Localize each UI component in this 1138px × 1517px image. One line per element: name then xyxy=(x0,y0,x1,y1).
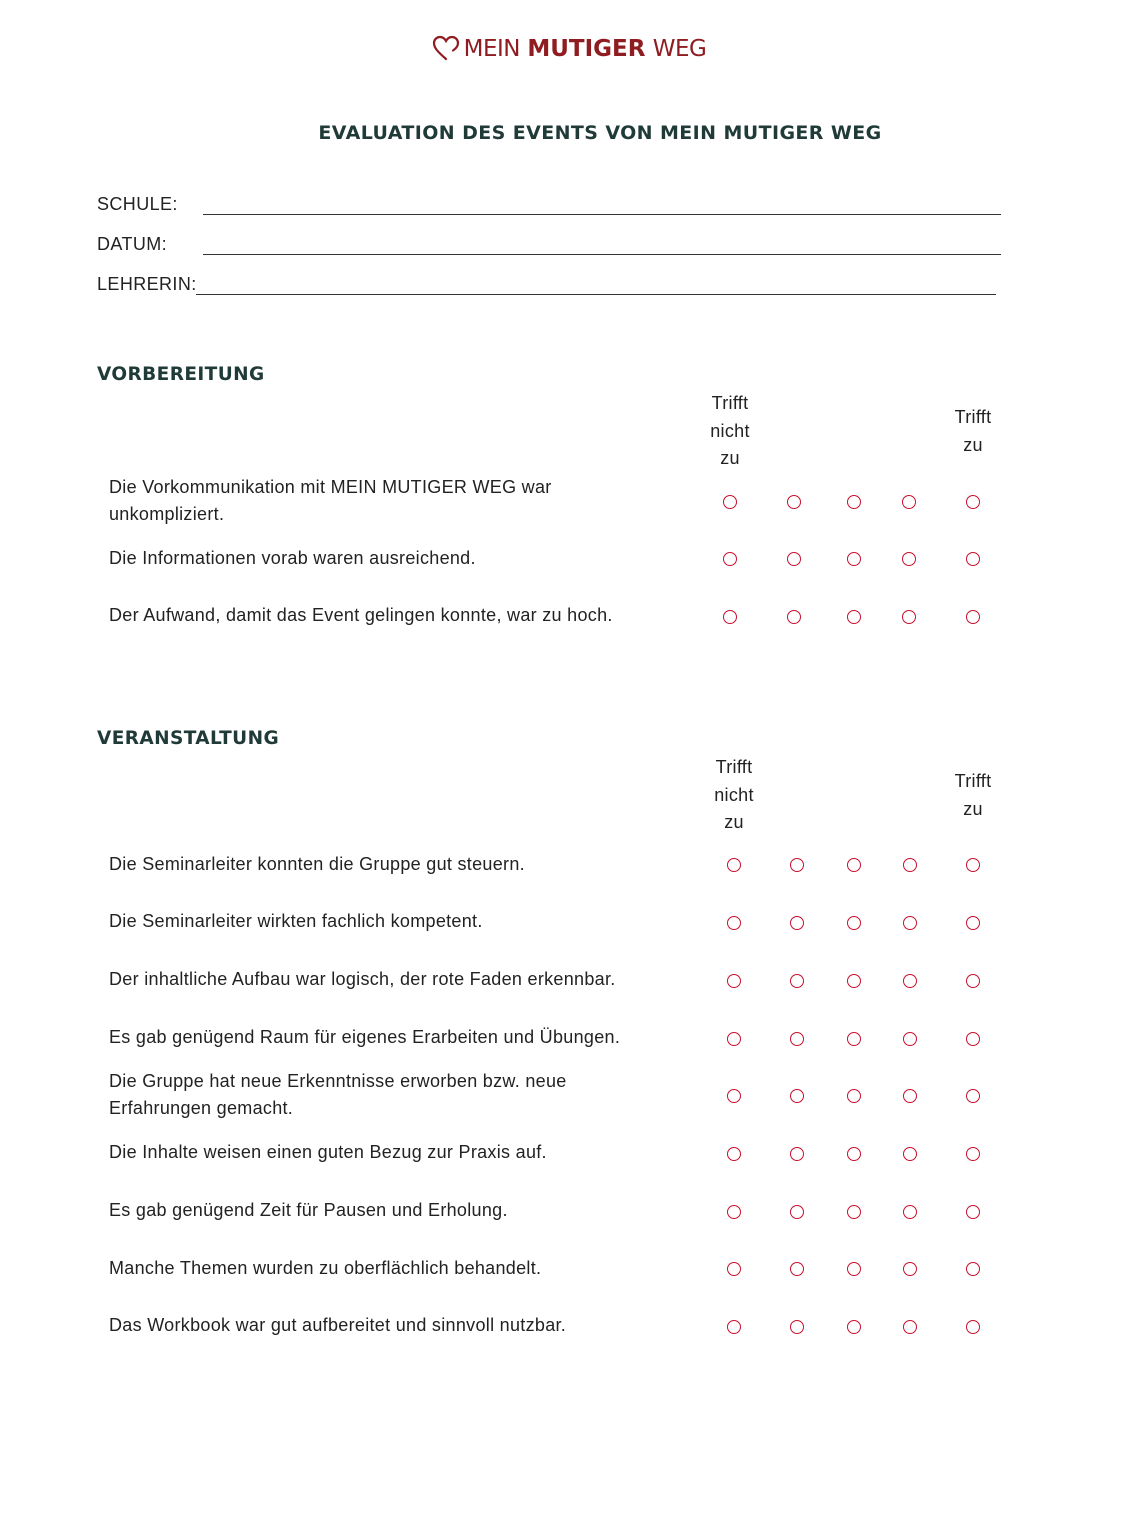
rating-radio[interactable] xyxy=(903,1205,917,1219)
scale-label-high xyxy=(943,404,1003,459)
rating-radio[interactable] xyxy=(727,1320,741,1334)
rating-radio[interactable] xyxy=(723,610,737,624)
scale-label-high xyxy=(943,768,1003,823)
question-text: Die Seminarleiter wirkten fachlich kompetent. xyxy=(109,911,483,931)
page-title: EVALUATION DES EVENTS VON MEIN MUTIGER WEG xyxy=(318,122,882,144)
scale-high-line: Trifft xyxy=(954,407,992,427)
rating-radio[interactable] xyxy=(966,974,980,988)
date-field[interactable] xyxy=(203,254,1001,255)
rating-radio[interactable] xyxy=(847,1089,861,1103)
rating-radio[interactable] xyxy=(966,610,980,624)
rating-radio[interactable] xyxy=(727,1032,741,1046)
section-title-vorbereitung: VORBEREITUNG xyxy=(97,364,265,385)
rating-radio[interactable] xyxy=(966,1262,980,1276)
date-label: DATUM: xyxy=(97,234,168,254)
section-title-veranstaltung: VERANSTALTUNG xyxy=(97,728,280,749)
rating-radio[interactable] xyxy=(727,974,741,988)
question-text: Die Informationen vorab waren ausreichend. xyxy=(109,548,476,568)
rating-radio[interactable] xyxy=(847,552,861,566)
logo-text-weg: WEG xyxy=(652,36,707,62)
rating-radio[interactable] xyxy=(903,1032,917,1046)
scale-high-line: Trifft xyxy=(954,771,992,791)
rating-radio[interactable] xyxy=(790,1320,804,1334)
scale-low-line: zu xyxy=(720,448,740,468)
scale-label-low xyxy=(700,390,760,473)
rating-radio[interactable] xyxy=(902,552,916,566)
rating-radio[interactable] xyxy=(902,610,916,624)
question-text: Die Seminarleiter konnten die Gruppe gut steuern. xyxy=(109,854,525,874)
rating-radio[interactable] xyxy=(966,1032,980,1046)
teacher-label: LEHRERIN: xyxy=(97,274,197,294)
rating-radio[interactable] xyxy=(966,1320,980,1334)
rating-radio[interactable] xyxy=(847,1320,861,1334)
rating-radio[interactable] xyxy=(903,1262,917,1276)
scale-high-line: zu xyxy=(963,434,983,455)
rating-radio[interactable] xyxy=(790,1032,804,1046)
question-text: Der inhaltliche Aufbau war logisch, der rote Faden erkennbar. xyxy=(109,969,616,989)
rating-radio[interactable] xyxy=(966,858,980,872)
question-text: Es gab genügend Zeit für Pausen und Erholung. xyxy=(109,1200,508,1220)
scale-low-line: nicht xyxy=(714,784,754,805)
rating-radio[interactable] xyxy=(966,1089,980,1103)
question-text: Das Workbook war gut aufbereitet und sinnvoll nutzbar. xyxy=(109,1315,567,1335)
rating-radio[interactable] xyxy=(903,1089,917,1103)
rating-radio[interactable] xyxy=(847,1205,861,1219)
rating-radio[interactable] xyxy=(727,916,741,930)
rating-radio[interactable] xyxy=(723,495,737,509)
rating-radio[interactable] xyxy=(790,858,804,872)
rating-radio[interactable] xyxy=(966,916,980,930)
rating-radio[interactable] xyxy=(966,495,980,509)
rating-radio[interactable] xyxy=(966,1205,980,1219)
logo xyxy=(0,32,1138,66)
rating-radio[interactable] xyxy=(847,610,861,624)
scale-label-low xyxy=(704,754,764,837)
scale-low-line: Trifft xyxy=(711,393,749,413)
rating-radio[interactable] xyxy=(966,1147,980,1161)
rating-radio[interactable] xyxy=(727,1147,741,1161)
rating-radio[interactable] xyxy=(790,1205,804,1219)
rating-radio[interactable] xyxy=(790,916,804,930)
rating-radio[interactable] xyxy=(790,974,804,988)
question-text: Der Aufwand, damit das Event gelingen konnte, war zu hoch. xyxy=(109,605,613,625)
school-field[interactable] xyxy=(203,214,1001,215)
rating-radio[interactable] xyxy=(847,495,861,509)
rating-radio[interactable] xyxy=(727,1089,741,1103)
scale-low-line: Trifft xyxy=(715,757,753,777)
scale-high-line: zu xyxy=(963,798,983,819)
school-label: SCHULE: xyxy=(97,194,178,214)
rating-radio[interactable] xyxy=(787,495,801,509)
question-text: Manche Themen wurden zu oberflächlich behandelt. xyxy=(109,1258,542,1278)
question-text: Die Inhalte weisen einen guten Bezug zur Praxis auf. xyxy=(109,1142,547,1162)
rating-radio[interactable] xyxy=(727,1262,741,1276)
heart-outline-icon xyxy=(432,35,460,61)
rating-radio[interactable] xyxy=(903,1147,917,1161)
rating-radio[interactable] xyxy=(847,858,861,872)
logo-text-mutiger: MUTIGER xyxy=(527,36,646,62)
rating-radio[interactable] xyxy=(847,1262,861,1276)
rating-radio[interactable] xyxy=(727,1205,741,1219)
rating-radio[interactable] xyxy=(790,1147,804,1161)
logo-text-mein: MEIN xyxy=(463,36,520,62)
question-text: Es gab genügend Raum für eigenes Erarbeiten und Übungen. xyxy=(109,1027,621,1047)
rating-radio[interactable] xyxy=(723,552,737,566)
question-text: Die Gruppe hat neue Erkenntnisse erworben bzw. neue Erfahrungen gemacht. xyxy=(109,1071,567,1118)
rating-radio[interactable] xyxy=(966,552,980,566)
rating-radio[interactable] xyxy=(903,974,917,988)
rating-radio[interactable] xyxy=(847,916,861,930)
rating-radio[interactable] xyxy=(847,1147,861,1161)
rating-radio[interactable] xyxy=(727,858,741,872)
rating-radio[interactable] xyxy=(903,916,917,930)
scale-low-line: zu xyxy=(724,812,744,832)
rating-radio[interactable] xyxy=(847,1032,861,1046)
scale-low-line: nicht xyxy=(710,420,750,441)
rating-radio[interactable] xyxy=(903,858,917,872)
rating-radio[interactable] xyxy=(790,1089,804,1103)
rating-radio[interactable] xyxy=(787,552,801,566)
rating-radio[interactable] xyxy=(902,495,916,509)
rating-radio[interactable] xyxy=(903,1320,917,1334)
rating-radio[interactable] xyxy=(787,610,801,624)
teacher-field[interactable] xyxy=(196,294,996,295)
rating-radio[interactable] xyxy=(847,974,861,988)
rating-radio[interactable] xyxy=(790,1262,804,1276)
question-text: Die Vorkommunikation mit MEIN MUTIGER WEG war unkompliziert. xyxy=(109,477,552,524)
